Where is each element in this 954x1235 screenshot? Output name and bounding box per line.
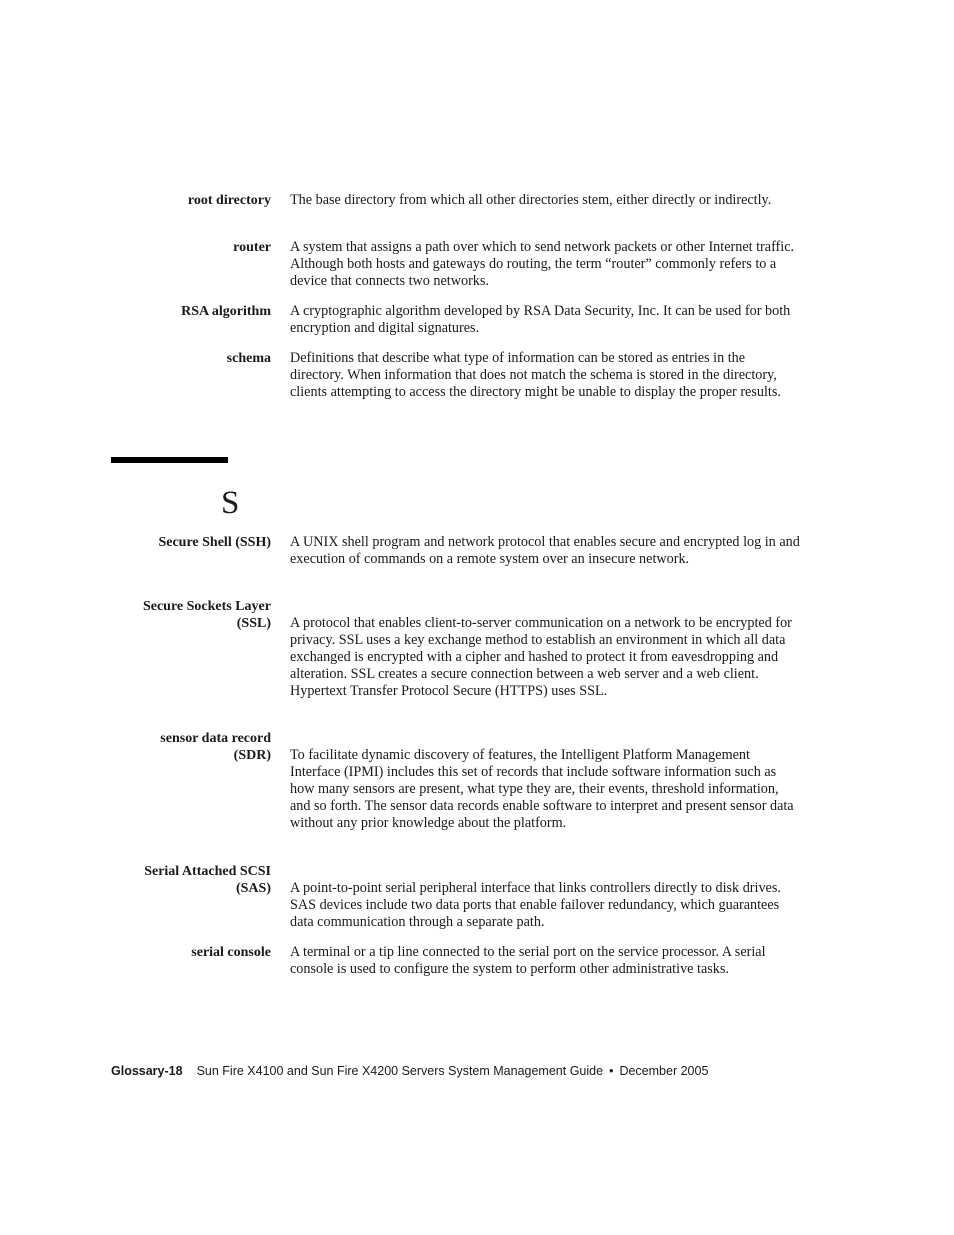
footer-document-title: Sun Fire X4100 and Sun Fire X4200 Servers System Management Guide (196, 1064, 604, 1078)
glossary-term (101, 730, 271, 764)
page-footer (111, 1063, 708, 1079)
footer-date: December 2005 (619, 1064, 709, 1078)
glossary-term: serial console (191, 945, 271, 960)
glossary-term (101, 863, 271, 897)
glossary-term: Secure Shell (SSH) (158, 535, 271, 550)
glossary-definition: Definitions that describe what type of information can be stored as entries in the directory. When information that does not match the schema is stored in the directory, clients attempting to access the directory might be unable to display the proper results. (290, 350, 781, 400)
glossary-definition: A cryptographic algorithm developed by RSA Data Security, Inc. It can be used for both encryption and digital signatures. (290, 303, 791, 336)
glossary-definition: A terminal or a tip line connected to the serial port on the service processor. A serial console is used to configure the system to perform other administrative tasks. (290, 944, 766, 977)
glossary-definition: A UNIX shell program and network protocol that enables secure and encrypted log in and execution of commands on a remote system over an insecure network. (290, 534, 800, 567)
footer-page-number: Glossary-18 (111, 1064, 183, 1078)
glossary-term: RSA algorithm (181, 304, 271, 319)
footer-bullet: • (609, 1064, 614, 1078)
glossary-term-line: (SDR) (233, 748, 271, 763)
glossary-term: root directory (187, 193, 271, 208)
glossary-term-line: Secure Sockets Layer (142, 599, 271, 614)
glossary-term-line: (SAS) (235, 881, 271, 896)
glossary-definition: A protocol that enables client-to-server communication on a network to be encrypted for privacy. SSL uses a key exchange method to establish an environment in which all data exchanged is encrypted with a cipher and hashed to protect it from eavesdropping and alteration. SSL creates a secure connection between a web server and a web client. Hypertext Transfer Protocol Secure (HTTPS) uses SSL. (290, 615, 792, 699)
section-heading-letter: S (221, 485, 240, 521)
glossary-definition: A point-to-point serial peripheral interface that links controllers directly to disk drives. SAS devices include two data ports that enable failover redundancy, which guarantees data communication through a separate path. (290, 880, 781, 930)
glossary-term (101, 598, 271, 632)
glossary-term-line: (SSL) (236, 616, 271, 631)
glossary-definition: To facilitate dynamic discovery of features, the Intelligent Platform Management Interface (IPMI) includes this set of records that include software information such as how many sensors are present, what type they are, their events, threshold information, and so forth. The sensor data records enable software to interpret and present sensor data without any prior knowledge about the platform. (290, 747, 794, 831)
glossary-term-line: sensor data record (160, 731, 271, 746)
glossary-term: schema (226, 351, 271, 366)
glossary-definition: The base directory from which all other directories stem, either directly or indirectly. (290, 192, 772, 208)
glossary-term-line: Serial Attached SCSI (144, 864, 271, 879)
glossary-term: router (233, 240, 271, 255)
section-divider-rule (111, 457, 228, 463)
glossary-definition: A system that assigns a path over which to send network packets or other Internet traffic. Although both hosts and gateways do routing, the term “router” commonly refers to a device that connects two networks. (290, 239, 795, 289)
